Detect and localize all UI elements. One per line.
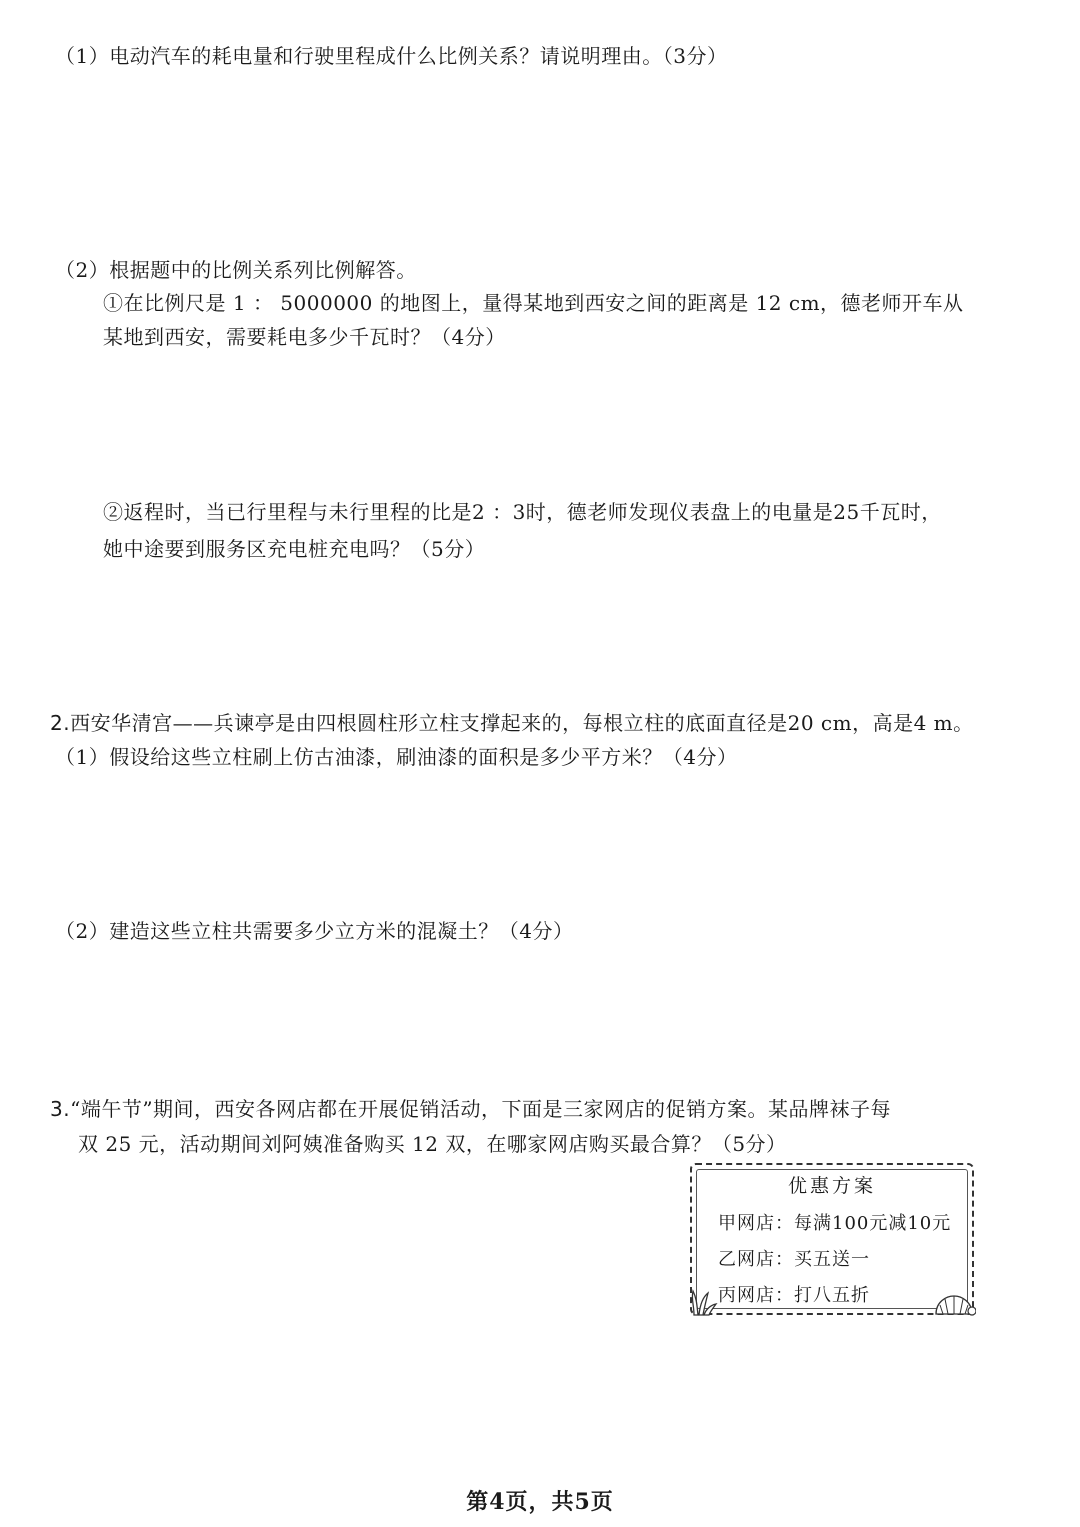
question-2-part-1: （1）假设给这些立柱刷上仿古油漆，刷油漆的面积是多少平方米？（4分） (55, 745, 738, 769)
question-3-line1 (50, 1095, 891, 1123)
promotion-item-jia: 甲网店：每满100元减10元 (718, 1213, 952, 1234)
question-1-part-1: （1）电动汽车的耗电量和行驶里程成什么比例关系？请说明理由。（3分） (55, 44, 728, 68)
question-1-part-2-a-line1: ①在比例尺是 1 ： 5000000 的地图上，量得某地到西安之间的距离是 12 cm，德老师开车从 (103, 291, 964, 315)
question-1-part-2-b-line2: 她中途要到服务区充电桩充电吗？（5分） (103, 537, 486, 561)
shell-decoration-icon (932, 1288, 976, 1318)
question-3-line2: 双 25 元，活动期间刘阿姨准备购买 12 双，在哪家网店购买最合算？（5分） (78, 1132, 787, 1156)
question-1-part-2: （2）根据题中的比例关系列比例解答。 (55, 258, 417, 282)
page-footer: 第4页，共5页 (466, 1489, 614, 1515)
promotion-item-yi: 乙网店：买五送一 (718, 1249, 870, 1270)
question-1-part-2-b-line1: ②返程时，当已行里程与未行里程的比是2 ：3时，德老师发现仪表盘上的电量是25千瓦时， (103, 500, 942, 524)
question-1-part-2-a-line2: 某地到西安，需要耗电多少千瓦时？（4分） (103, 325, 506, 349)
question-2-text: 西安华清宫——兵谏亭是由四根圆柱形立柱支撑起来的，每根立柱的底面直径是20 cm，高是4 m。 (70, 711, 974, 735)
question-3-text: “端午节”期间，西安各网店都在开展促销活动，下面是三家网店的促销方案。某品牌袜子每 (70, 1097, 892, 1121)
question-2-number: 2. (50, 711, 71, 735)
promotion-item-bing: 丙网店：打八五折 (718, 1285, 870, 1306)
question-3-number: 3. (50, 1097, 71, 1121)
question-2-part-2: （2）建造这些立柱共需要多少立方米的混凝土？（4分） (55, 919, 574, 943)
grass-decoration-icon (688, 1283, 722, 1317)
question-2-stem (50, 709, 974, 737)
promotion-title: 优惠方案 (787, 1175, 876, 1197)
